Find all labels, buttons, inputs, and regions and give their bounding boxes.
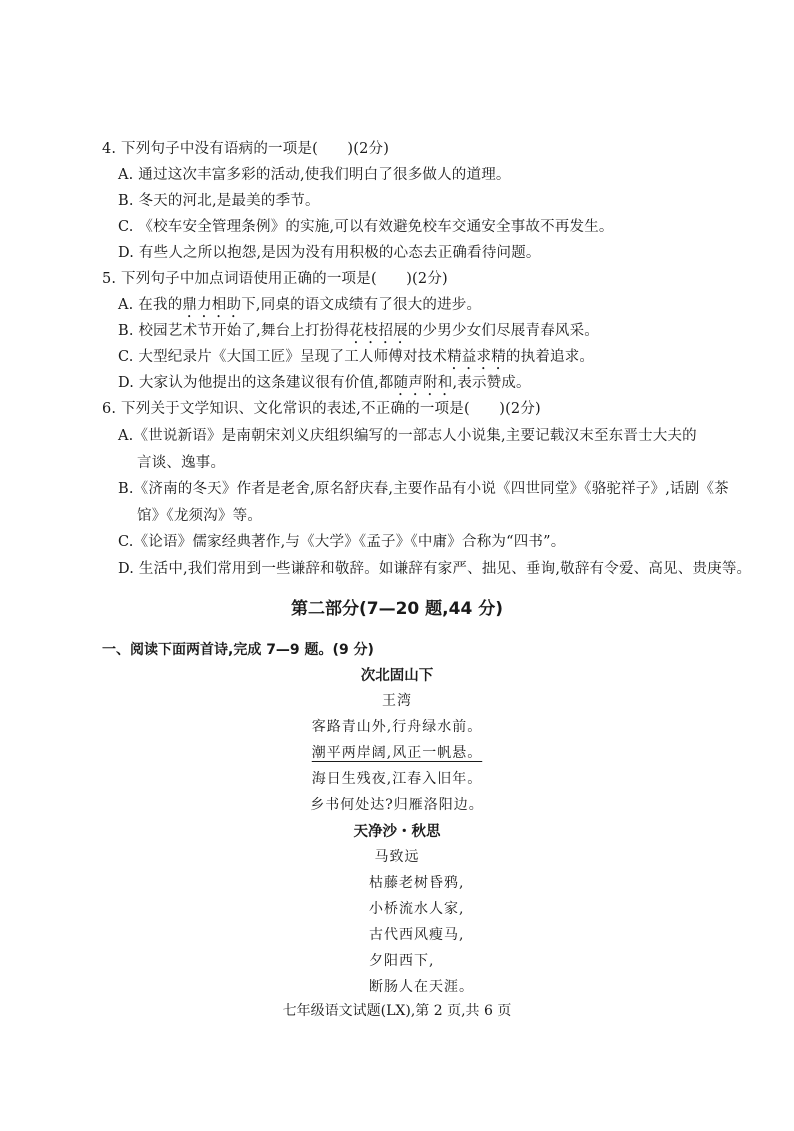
q5-stem: 5. 下列句子中加点词语使用正确的一项是( )(2分) xyxy=(102,271,448,287)
section-title: 第二部分(7—20 题,44 分) xyxy=(291,599,503,619)
reading-instruction: 一、阅读下面两首诗,完成 7—9 题。(9 分) xyxy=(102,642,374,658)
poem2-line: 枯藤老树昏鸦, xyxy=(369,875,465,891)
q5-a-pre: A. 在我的 xyxy=(118,297,183,313)
q4-option-a: A. 通过这次丰富多彩的活动,使我们明白了很多做人的道理。 xyxy=(118,167,511,183)
q5-a-post: 下,同桌的语文成绩有了很大的进步。 xyxy=(241,297,482,313)
poem1-line: 乡书何处达?归雁洛阳边。 xyxy=(310,797,484,813)
q5-b-pre: B. 校园艺术节开始了,舞台上打扮得 xyxy=(118,323,350,339)
q5-option-b xyxy=(118,321,599,347)
poem2-line: 古代西风瘦马, xyxy=(369,927,465,943)
q6-option-a-line1: A.《世说新语》是南朝宋刘义庆组织编写的一部志人小说集,主要记载汉末至东晋士大夫的 xyxy=(118,428,697,444)
q5-option-a xyxy=(118,295,481,321)
q5-d-post: ,表示赞成。 xyxy=(452,375,531,391)
page-footer: 七年级语文试题(LX),第 2 页,共 6 页 xyxy=(282,1003,512,1019)
q6-option-d: D. 生活中,我们常用到一些谦辞和敬辞。如谦辞有家严、拙见、垂询,敬辞有令爱、高见、贵庚等。 xyxy=(118,561,752,577)
poem2-author: 马致远 xyxy=(374,849,420,865)
q5-a-dotted-word: 鼎力相助 xyxy=(182,297,242,313)
poem2-line: 断肠人在天涯。 xyxy=(369,979,474,995)
q5-b-dotted-word: 花枝招展 xyxy=(349,323,408,339)
poem1-title: 次北固山下 xyxy=(360,668,434,684)
q4-stem: 4. 下列句子中没有语病的一项是( )(2分) xyxy=(102,141,390,157)
poem1-author: 王湾 xyxy=(382,693,412,709)
q6-option-b-line1: B.《济南的冬天》作者是老舍,原名舒庆春,主要作品有小说《四世同堂》《骆驼祥子》,话剧《茶 xyxy=(118,481,729,497)
q5-d-dotted-word: 随声附和 xyxy=(393,375,453,391)
q5-option-d xyxy=(118,373,531,399)
poem1-line: 客路青山外,行舟绿水前。 xyxy=(311,719,483,735)
q5-b-post: 的少男少女们尽展青春风采。 xyxy=(407,323,600,339)
q6-stem: 6. 下列关于文学知识、文化常识的表述,不正确的一项是( )(2分) xyxy=(102,401,541,417)
poem2-line: 小桥流水人家, xyxy=(369,901,465,917)
q6-option-c: C.《论语》儒家经典著作,与《大学》《孟子》《中庸》合称为“四书”。 xyxy=(118,534,566,550)
q4-option-d: D. 有些人之所以抱怨,是因为没有用积极的心态去正确看待问题。 xyxy=(118,245,541,261)
q5-c-post: 的执着追求。 xyxy=(505,349,595,365)
poem1-underlined-text: 潮平两岸阔,风正一帆悬。 xyxy=(311,745,483,761)
q6-option-a-line2: 言谈、逸事。 xyxy=(137,455,226,471)
q5-option-c xyxy=(118,347,594,373)
poem2-line: 夕阳西下, xyxy=(369,953,435,969)
q4-option-c: C. 《校车安全管理条例》的实施,可以有效避免校车交通安全事故不再发生。 xyxy=(118,219,614,235)
q6-option-b-line2: 馆》《龙须沟》等。 xyxy=(137,508,263,524)
poem1-line-underlined xyxy=(0,742,794,762)
q5-c-pre: C. 大型纪录片《大国工匠》呈现了工人师傅对技术 xyxy=(118,349,448,365)
q4-option-b: B. 冬天的河北,是最美的季节。 xyxy=(118,193,320,209)
poem2-title: 天净沙・秋思 xyxy=(353,824,441,840)
q5-d-pre: D. 大家认为他提出的这条建议很有价值,都 xyxy=(118,375,394,391)
poem1-line: 海日生残夜,江春入旧年。 xyxy=(311,771,483,787)
q5-c-dotted-word: 精益求精 xyxy=(447,349,506,365)
